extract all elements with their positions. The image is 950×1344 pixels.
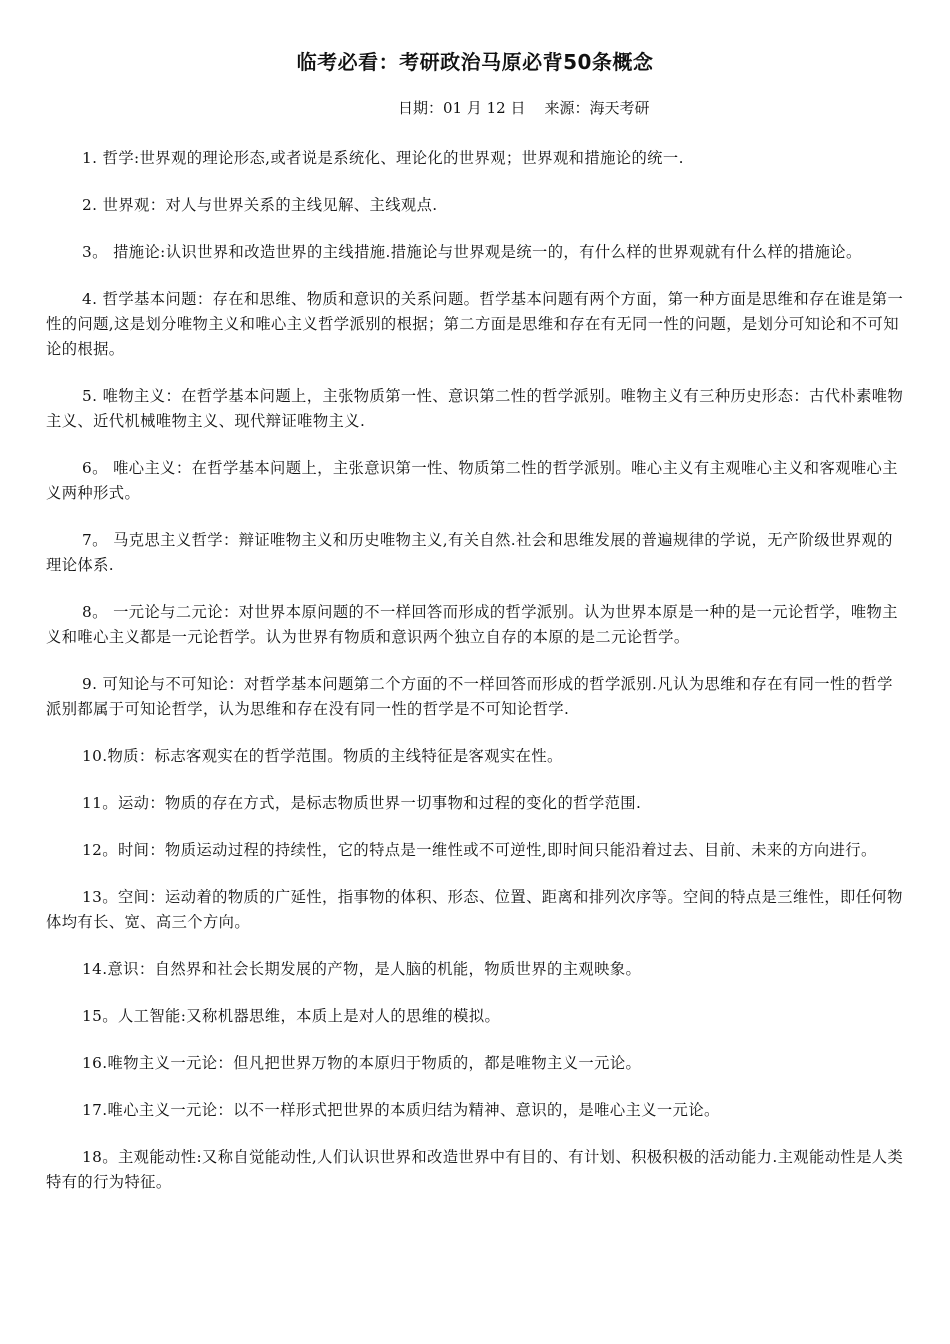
concept-item-1: 1. 哲学:世界观的理论形态,或者说是系统化、理论化的世界观；世界观和措施论的统一. — [82, 149, 684, 167]
concept-item-14: 14.意识：自然界和社会长期发展的产物，是人脑的机能，物质世界的主观映象。 — [82, 960, 642, 978]
concept-item-2: 2. 世界观：对人与世界关系的主线见解、主线观点. — [82, 196, 438, 214]
concept-item-17: 17.唯心主义一元论：以不一样形式把世界的本质归结为精神、意识的，是唯心主义一元论。 — [82, 1101, 720, 1119]
concept-item-7: 7。 马克思主义哲学：辩证唯物主义和历史唯物主义,有关自然.社会和思维发展的普遍规律的学说，无产阶级世界观的理论体系. — [46, 531, 893, 574]
concept-item-5: 5. 唯物主义：在哲学基本问题上，主张物质第一性、意识第二性的哲学派别。唯物主义有三种历史形态：古代朴素唯物主义、近代机械唯物主义、现代辩证唯物主义. — [46, 387, 904, 430]
concept-item-8: 8。 一元论与二元论：对世界本原问题的不一样回答而形成的哲学派别。认为世界本原是一种的是一元论哲学，唯物主义和唯心主义都是一元论哲学。认为世界有物质和意识两个独立自存的本原的是二元论哲学。 — [46, 603, 898, 646]
document-title: 临考必看：考研政治马原必背50条概念 — [296, 50, 654, 74]
concept-item-3: 3。 措施论:认识世界和改造世界的主线措施.措施论与世界观是统一的，有什么样的世界观就有什么样的措施论。 — [82, 243, 862, 261]
concept-item-15: 15。人工智能:又称机器思维，本质上是对人的思维的模拟。 — [82, 1007, 501, 1025]
concept-item-18: 18。主观能动性:又称自觉能动性,人们认识世界和改造世界中有目的、有计划、积极积极的活动能力.主观能动性是人类特有的行为特征。 — [46, 1148, 904, 1191]
concept-item-16: 16.唯物主义一元论：但凡把世界万物的本原归于物质的，都是唯物主义一元论。 — [82, 1054, 642, 1072]
concept-item-4: 4. 哲学基本问题：存在和思维、物质和意识的关系问题。哲学基本问题有两个方面，第一种方面是思维和存在谁是第一性的问题,这是划分唯物主义和唯心主义哲学派别的根据；第二方面是思维和存在有无同一性的问题，是划分可知论和不可知论的根据。 — [46, 290, 904, 358]
document-meta: 日期：01 月 12 日 来源：海天考研 — [398, 99, 650, 117]
concept-item-6: 6。 唯心主义：在哲学基本问题上，主张意识第一性、物质第二性的哲学派别。唯心主义有主观唯心主义和客观唯心主义两种形式。 — [46, 459, 898, 502]
concept-item-9: 9. 可知论与不可知论：对哲学基本问题第二个方面的不一样回答而形成的哲学派别.凡认为思维和存在有同一性的哲学派别都属于可知论哲学，认为思维和存在没有同一性的哲学是不可知论哲学. — [46, 675, 893, 718]
concept-item-10: 10.物质：标志客观实在的哲学范围。物质的主线特征是客观实在性。 — [82, 747, 563, 765]
concept-item-12: 12。时间：物质运动过程的持续性，它的特点是一维性或不可逆性,即时间只能沿着过去、目前、未来的方向进行。 — [82, 841, 877, 859]
concept-list — [46, 146, 904, 1217]
concept-item-13: 13。空间：运动着的物质的广延性，指事物的体积、形态、位置、距离和排列次序等。空间的特点是三维性，即任何物体均有长、宽、高三个方向。 — [46, 888, 903, 931]
concept-item-11: 11。运动：物质的存在方式，是标志物质世界一切事物和过程的变化的哲学范围. — [82, 794, 642, 812]
